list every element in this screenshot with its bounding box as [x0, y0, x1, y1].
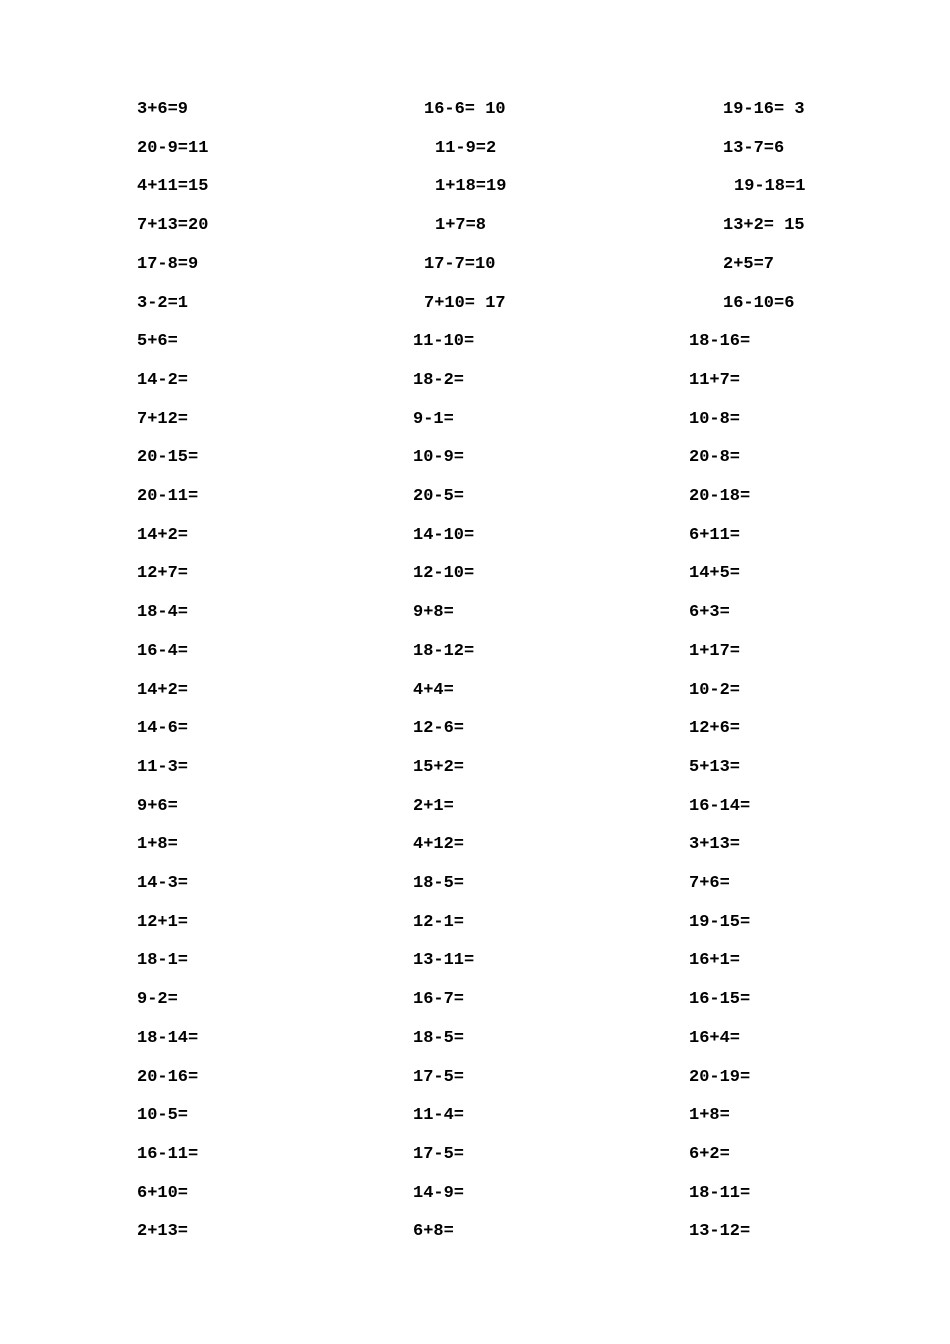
- answered-row: [0, 215, 950, 254]
- exercise-row: [0, 563, 950, 602]
- exercise: 4+12=: [413, 835, 465, 855]
- exercise-row: [0, 873, 950, 912]
- exercise: 14-10=: [413, 525, 475, 545]
- exercise: 12+7=: [137, 564, 189, 584]
- exercise: 1+8=: [689, 1106, 730, 1126]
- exercise-row: [0, 1144, 950, 1183]
- exercise: 18-16=: [689, 332, 751, 352]
- exercise: 10-5=: [137, 1106, 189, 1126]
- equation: 17-7=10: [424, 254, 496, 274]
- exercise: 15+2=: [413, 757, 465, 777]
- exercise-row: [0, 1221, 950, 1260]
- exercise: 3+13=: [689, 835, 741, 855]
- exercise: 16+1=: [689, 951, 741, 971]
- exercise-row: [0, 834, 950, 873]
- exercise: 6+10=: [137, 1183, 189, 1203]
- exercise: 12-1=: [413, 912, 465, 932]
- exercise: 11-4=: [413, 1106, 465, 1126]
- exercise: 20-8=: [689, 448, 741, 468]
- exercise: 11-3=: [137, 757, 189, 777]
- equation: 13+2= 15: [723, 216, 805, 236]
- exercise: 18-5=: [413, 874, 465, 893]
- exercise: 2+13=: [137, 1222, 189, 1242]
- exercise-row: [0, 331, 950, 370]
- exercise: 20-15=: [137, 448, 199, 468]
- answered-row: [0, 138, 950, 177]
- exercise: 11+7=: [689, 370, 741, 390]
- exercise-row: [0, 718, 950, 757]
- exercise: 10-2=: [689, 680, 741, 700]
- equation: 20-9=11: [137, 138, 209, 158]
- exercise: 18-11=: [689, 1183, 751, 1203]
- exercise-row: [0, 447, 950, 486]
- exercise-row: [0, 680, 950, 719]
- exercise: 16+4=: [689, 1028, 741, 1048]
- exercise: 16-4=: [137, 641, 189, 661]
- exercise-row: [0, 602, 950, 641]
- exercise-row: [0, 641, 950, 680]
- exercise: 10-9=: [413, 448, 465, 468]
- exercise-row: [0, 796, 950, 835]
- exercise: 13-12=: [689, 1222, 751, 1242]
- exercise: 2+1=: [413, 796, 454, 816]
- exercise: 18-5=: [413, 1028, 465, 1048]
- exercise: 17-5=: [413, 1067, 465, 1087]
- exercise: 14+5=: [689, 564, 741, 584]
- equation: 13-7=6: [723, 138, 785, 158]
- equation: 1+7=8: [435, 216, 487, 236]
- exercise: 18-4=: [137, 603, 189, 623]
- exercise: 18-12=: [413, 641, 475, 661]
- exercise: 19-15=: [689, 912, 751, 932]
- exercise: 20-11=: [137, 487, 199, 506]
- exercise-row: [0, 989, 950, 1028]
- exercise-row: [0, 1028, 950, 1067]
- equation: 16-10=6: [723, 293, 795, 313]
- exercise: 12+1=: [137, 912, 189, 932]
- equation: 17-8=9: [137, 254, 199, 274]
- exercise: 14-3=: [137, 874, 189, 893]
- exercise: 10-8=: [689, 409, 741, 429]
- exercise: 9-2=: [137, 990, 178, 1010]
- equation: 3+6=9: [137, 100, 189, 119]
- exercise: 6+3=: [689, 603, 730, 623]
- answered-row: [0, 99, 950, 138]
- exercise: 1+17=: [689, 641, 741, 661]
- exercise: 6+8=: [413, 1222, 454, 1242]
- exercise: 12+6=: [689, 719, 741, 739]
- exercise: 1+8=: [137, 835, 178, 855]
- exercise: 16-14=: [689, 796, 751, 816]
- equation: 19-16= 3: [723, 100, 805, 119]
- exercise-row: [0, 486, 950, 525]
- equation: 3-2=1: [137, 293, 189, 313]
- equation: 19-18=1: [734, 177, 806, 197]
- equation: 11-9=2: [435, 138, 497, 158]
- exercise: 11-10=: [413, 332, 475, 352]
- exercise: 7+6=: [689, 874, 730, 893]
- exercise: 12-6=: [413, 719, 465, 739]
- exercise: 14+2=: [137, 525, 189, 545]
- exercise: 20-19=: [689, 1067, 751, 1087]
- equation: 7+10= 17: [424, 293, 506, 313]
- exercise: 9+8=: [413, 603, 454, 623]
- exercise-row: [0, 1067, 950, 1106]
- exercise: 16-7=: [413, 990, 465, 1010]
- exercise: 17-5=: [413, 1144, 465, 1164]
- exercise-row: [0, 1105, 950, 1144]
- exercise-row: [0, 525, 950, 564]
- answered-row: [0, 176, 950, 215]
- exercise-row: [0, 1183, 950, 1222]
- equation: 16-6= 10: [424, 100, 506, 119]
- exercise: 16-15=: [689, 990, 751, 1010]
- exercise: 5+13=: [689, 757, 741, 777]
- exercise: 18-2=: [413, 370, 465, 390]
- exercise: 14-2=: [137, 370, 189, 390]
- answered-row: [0, 293, 950, 332]
- answered-row: [0, 254, 950, 293]
- exercise: 18-14=: [137, 1028, 199, 1048]
- exercise-row: [0, 370, 950, 409]
- exercise: 14-6=: [137, 719, 189, 739]
- equation: 2+5=7: [723, 254, 775, 274]
- exercise: 16-11=: [137, 1144, 199, 1164]
- exercise: 20-18=: [689, 487, 751, 506]
- exercise: 14+2=: [137, 680, 189, 700]
- exercise: 12-10=: [413, 564, 475, 584]
- exercise: 7+12=: [137, 409, 189, 429]
- exercise: 9+6=: [137, 796, 178, 816]
- exercise: 9-1=: [413, 409, 454, 429]
- exercise-row: [0, 409, 950, 448]
- exercise: 18-1=: [137, 951, 189, 971]
- equation: 4+11=15: [137, 177, 209, 197]
- equation: 1+18=19: [435, 177, 507, 197]
- exercise: 20-5=: [413, 487, 465, 506]
- equation: 7+13=20: [137, 216, 209, 236]
- exercise: 20-16=: [137, 1067, 199, 1087]
- exercise: 6+2=: [689, 1144, 730, 1164]
- exercise-row: [0, 912, 950, 951]
- exercise: 14-9=: [413, 1183, 465, 1203]
- exercise-row: [0, 950, 950, 989]
- exercise: 6+11=: [689, 525, 741, 545]
- exercise: 4+4=: [413, 680, 454, 700]
- exercise: 5+6=: [137, 332, 178, 352]
- exercise-row: [0, 757, 950, 796]
- exercise: 13-11=: [413, 951, 475, 971]
